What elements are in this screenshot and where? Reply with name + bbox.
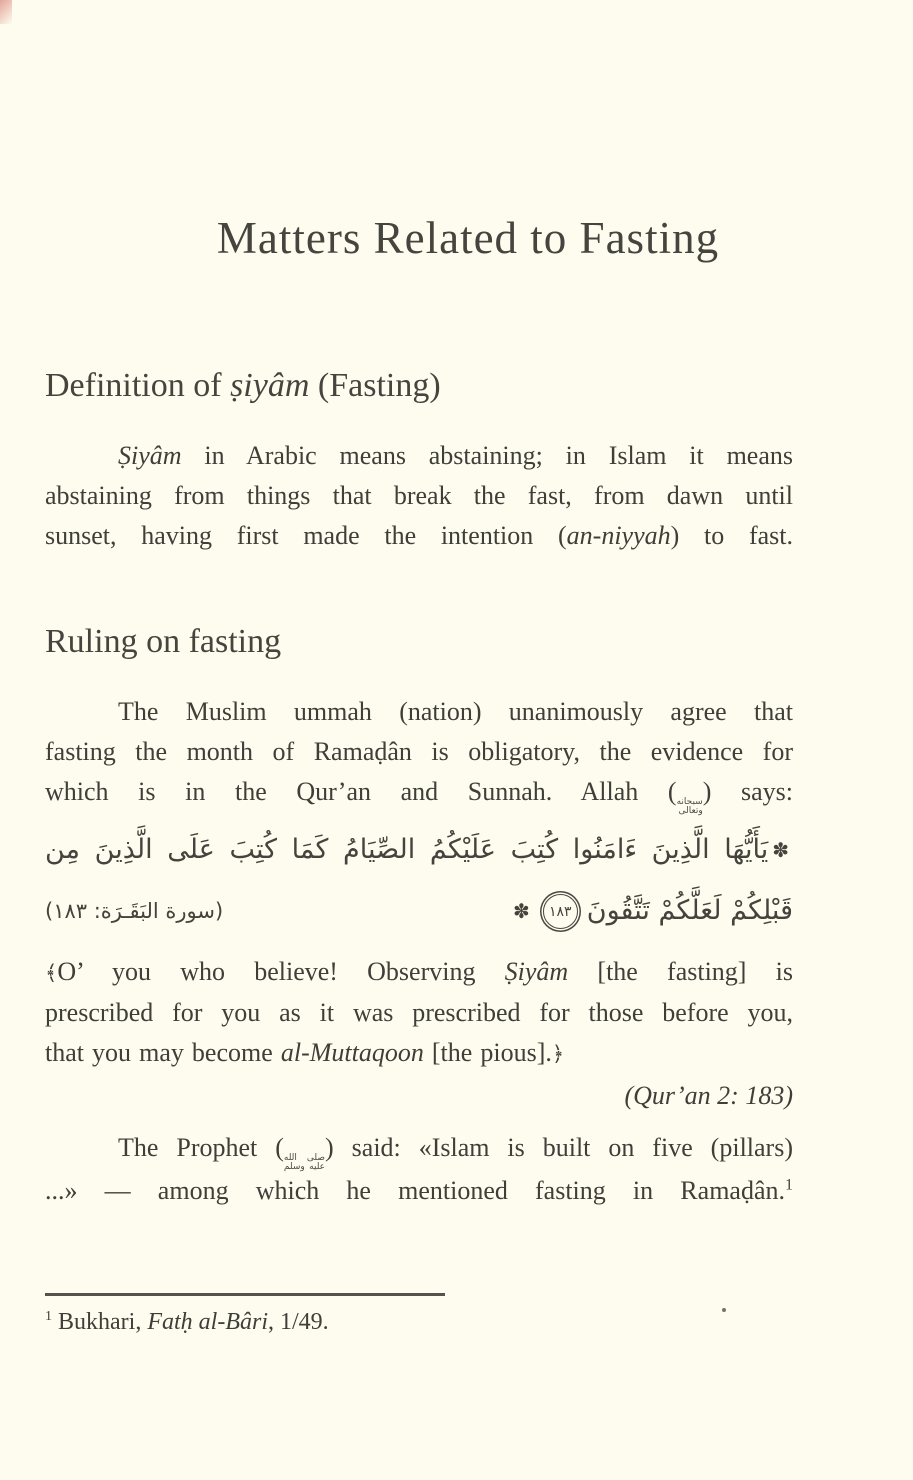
honorific-bottom: وتعالى <box>678 805 703 816</box>
verse-arabic-text: قَبْلِكُمْ لَعَلَّكُمْ تَتَّقُونَ <box>586 895 793 926</box>
honorific-top: صلى الله <box>283 1153 326 1163</box>
footnote-text: Bukhari, <box>52 1309 148 1335</box>
term-italic: al-Muttaqoon <box>280 1038 424 1067</box>
paragraph-line: abstaining from things that break the fast, from dawn until <box>45 481 793 510</box>
line-text: which is in the Qur’an and Sunnah. Allah ( <box>45 777 677 806</box>
line-text: in Arabic means abstaining; in Islam it means <box>181 441 793 470</box>
verse-number-medallion: ١٨٣ <box>543 894 578 929</box>
prophet-honorific-icon <box>284 1154 325 1171</box>
footnote-marker: 1 <box>45 1309 52 1324</box>
line-text: The Prophet ( <box>118 1133 284 1162</box>
heading-text-post: (Fasting) <box>309 367 441 404</box>
honorific-bottom: عليه وسلم <box>283 1161 326 1172</box>
definition-paragraph <box>45 436 793 556</box>
allah-honorific-icon <box>677 798 703 815</box>
footnote <box>45 1304 793 1340</box>
scan-speck <box>722 1308 726 1312</box>
heading-term-italic: ṣiyâm <box>230 367 310 404</box>
line-text: [the pious]. <box>423 1038 552 1067</box>
term-italic: an-niyyah <box>566 521 671 550</box>
paragraph-line <box>45 772 793 815</box>
footnote-title-italic: Fatḥ al-Bâri <box>147 1309 268 1335</box>
line-text: ) said: «Islam is built on five (pillars) <box>325 1133 793 1162</box>
ruling-paragraph <box>45 692 793 815</box>
page-title: Matters Related to Fasting <box>216 213 720 263</box>
line-text: [the fasting] is <box>568 957 793 986</box>
quran-citation: (Qur’an 2: 183) <box>624 1081 793 1110</box>
line-text: ...» — among which he mentioned fasting in Ramaḍân. <box>45 1176 785 1205</box>
paragraph-line <box>45 516 793 556</box>
quote-open-ornament-icon: ﴾ <box>45 961 58 985</box>
verse-arabic-text: يَأَيُّهَا الَّذِينَ ءَامَنُوا كُتِبَ عَلَيْكُمُ الصِّيَامُ كَمَا كُتِبَ عَلَى الَّذِينَ مِن <box>45 834 769 865</box>
footnote-reference-marker: 1 <box>785 1176 793 1194</box>
verse-close-ornament-icon: ✽ <box>513 899 530 923</box>
section-heading-ruling: Ruling on fasting <box>45 623 282 660</box>
line-text: ) to fast. <box>670 521 793 550</box>
line-text: ) says: <box>702 777 793 806</box>
scan-edge-artifact <box>0 0 12 24</box>
quote-close-ornament-icon: ﴿ <box>551 1042 565 1066</box>
paragraph-line <box>45 1128 793 1171</box>
quran-verse-arabic-line1 <box>45 820 793 880</box>
heading-text: Definition of <box>45 367 231 404</box>
term-italic: Ṣiyâm <box>118 441 182 470</box>
term-italic: Ṣiyâm <box>504 957 569 986</box>
paragraph-line: The Muslim ummah (nation) unanimously agree that <box>118 697 793 726</box>
paragraph-line <box>45 436 793 476</box>
footnote-text: , 1/49. <box>267 1309 329 1335</box>
sura-reference: (سورة البَقَـرَة: ١٨٣) <box>45 899 224 923</box>
footnote-rule <box>45 1293 445 1296</box>
paragraph-line: prescribed for you as it was prescribed for those before you, <box>45 998 793 1027</box>
line-text: O’ you who believe! Observing <box>57 957 505 986</box>
paragraph-line <box>45 1033 793 1074</box>
paragraph-line: fasting the month of Ramaḍân is obligatory, the evidence for <box>45 737 793 766</box>
line-text: sunset, having first made the intention ( <box>45 521 567 550</box>
paragraph-line <box>45 952 793 993</box>
paragraph-line <box>45 1171 793 1211</box>
quran-verse-arabic-line2 <box>45 882 793 940</box>
verse-open-ornament-icon: ✽ <box>772 838 789 862</box>
verse-translation-paragraph <box>45 952 793 1074</box>
section-heading-definition <box>45 366 793 406</box>
verse-arabic-continuation <box>509 882 793 940</box>
honorific-top: سبحانه <box>676 797 703 807</box>
line-text: that you may become <box>45 1038 281 1067</box>
hadith-paragraph <box>45 1128 793 1211</box>
